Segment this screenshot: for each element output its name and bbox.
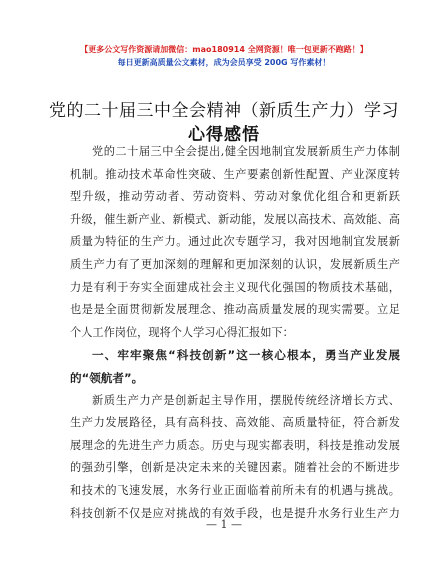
page-number: — 1 — bbox=[206, 518, 242, 531]
promo-banner-line-2: 每日更新高质量公文素材，成为会员享受 200G 写作素材！ bbox=[117, 58, 331, 67]
promo-banner-line-1: 【更多公文写作资源请加微信：mao180914 全网资源！唯一包更新不跑路！】 bbox=[80, 45, 368, 54]
body-line: 党的二十届三中全会提出,健全因地制宜发展新质生产力体制 bbox=[92, 145, 400, 158]
body-line: 质量为特征的生产力。通过此次专题学习，我对因地制宜发展新 bbox=[70, 235, 400, 249]
document-title-continued: 心得感悟 bbox=[188, 125, 260, 145]
document-body bbox=[70, 141, 400, 525]
body-line: 型升级，推动劳动者、劳动资料、劳动对象优化组合和更新跃 bbox=[70, 190, 400, 204]
body-line: 力是有利于夯实全面建成社会主义现代化强国的物质技术基础， bbox=[70, 280, 400, 294]
body-line: 新质生产力产是创新起主导作用，摆脱传统经济增长方式、 bbox=[92, 393, 400, 407]
section-heading: 一、牢牢聚焦“科技创新”这一核心根本，勇当产业发展 bbox=[92, 348, 400, 363]
body-line: 和技术的飞速发展，水务行业正面临着前所未有的机遇与挑战。 bbox=[70, 483, 400, 497]
body-line: 个人工作岗位，现将个人学习心得汇报如下： bbox=[70, 325, 294, 339]
body-line: 展理念的先进生产力质态。历史与现实都表明，科技是推动发展 bbox=[70, 438, 400, 452]
body-line: 的强劲引擎，创新是决定未来的关键因素。随着社会的不断进步 bbox=[70, 461, 400, 475]
body-line: 机制。推动技术革命性突破、生产要素创新性配置、产业深度转 bbox=[70, 167, 400, 181]
body-line: 科技创新不仅是应对挑战的有效手段，也是提升水务行业生产力 bbox=[70, 506, 400, 520]
body-line: 也是是全面贯彻新发展理念、推动高质量发展的现实需要。立足 bbox=[70, 303, 400, 317]
document-title: 党的二十届三中全会精神（新质生产力）学习 bbox=[49, 101, 399, 121]
section-heading-continued: 的“领航者”。 bbox=[70, 370, 144, 385]
body-line: 升级，催生新产业、新模式、新动能，发展以高技术、高效能、高 bbox=[70, 212, 400, 226]
body-line: 质生产力有了更加深刻的理解和更加深刻的认识，发展新质生产 bbox=[70, 257, 400, 271]
body-line: 生产力发展路径，具有高科技、高效能、高质量特征，符合新发 bbox=[70, 416, 400, 430]
